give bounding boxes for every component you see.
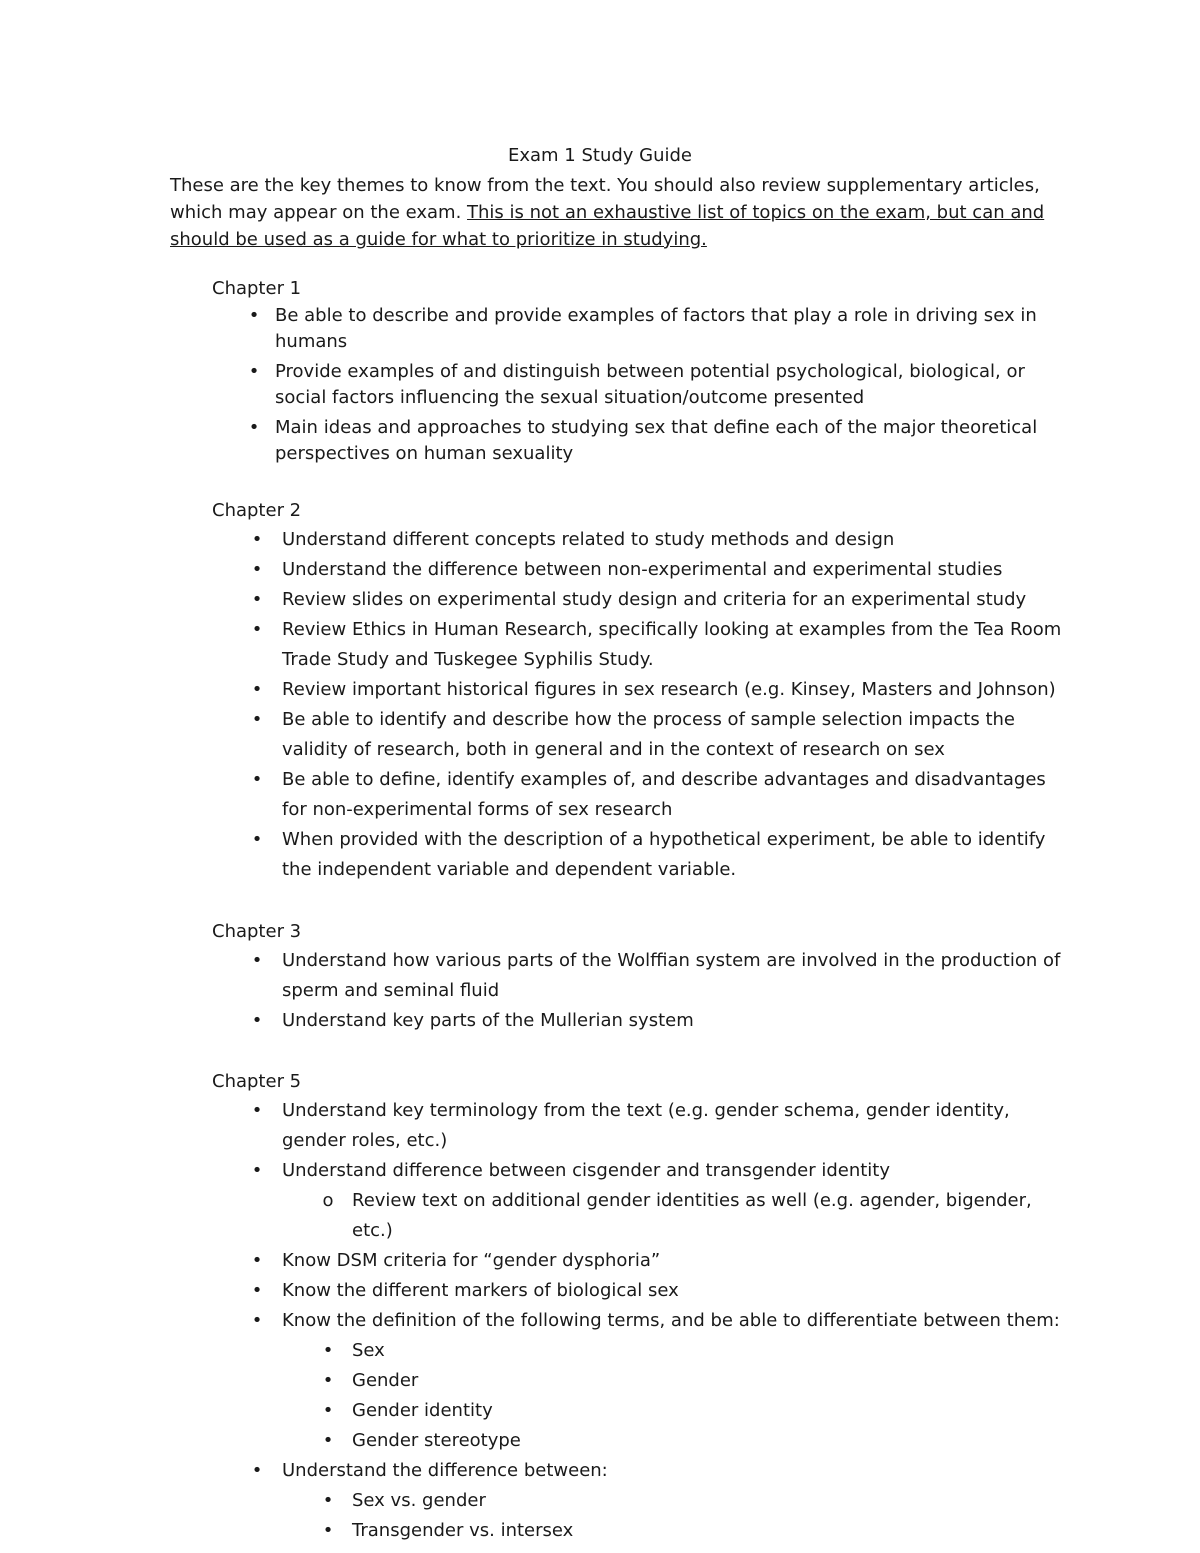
chapter-3-list: [212, 946, 1072, 1036]
bullet-icon: •: [251, 829, 263, 850]
sub-list-item: [282, 1486, 1072, 1516]
list-item: [212, 675, 1072, 705]
list-item: [212, 1456, 1072, 1546]
bullet-icon: •: [251, 950, 263, 971]
bullet-icon: •: [251, 1310, 263, 1331]
bullet-icon: •: [322, 1340, 334, 1361]
bullet-icon: •: [251, 769, 263, 790]
sub-list-item: [282, 1366, 1072, 1396]
list-item-text: Be able to describe and provide examples of factors that play a role in driving sex in humans: [275, 305, 1037, 352]
list-item-text: Main ideas and approaches to studying sex that define each of the major theoretical perspectives on human sexuality: [275, 417, 1038, 464]
list-item-text: Understand how various parts of the Wolffian system are involved in the production of sperm and seminal fluid: [282, 950, 1061, 1001]
list-item: [212, 1276, 1072, 1306]
bullet-icon: •: [322, 1370, 334, 1391]
sub-list-item: [282, 1186, 1072, 1246]
bullet-icon: •: [248, 305, 260, 326]
bullet-icon: •: [251, 709, 263, 730]
bullet-icon: •: [251, 1460, 263, 1481]
list-item: [212, 359, 1072, 411]
list-item-text: Provide examples of and distinguish between potential psychological, biological, or social factors influencing the sexual situation/outcome presented: [275, 361, 1025, 408]
list-item: [212, 415, 1072, 467]
chapter-3-section: [212, 918, 1072, 1036]
list-item-text: Understand key parts of the Mullerian system: [282, 1010, 694, 1031]
list-item-text: Review important historical figures in sex research (e.g. Kinsey, Masters and Johnson): [282, 679, 1056, 700]
sub-list-item-text: Sex: [352, 1340, 385, 1361]
circle-bullet-icon: o: [322, 1190, 334, 1211]
sub-list: [282, 1336, 1072, 1456]
list-item: [212, 825, 1072, 885]
list-item: [212, 1156, 1072, 1246]
bullet-icon: •: [251, 619, 263, 640]
list-item: [212, 1006, 1072, 1036]
bullet-icon: •: [322, 1400, 334, 1421]
bullet-icon: •: [251, 1100, 263, 1121]
bullet-icon: •: [251, 559, 263, 580]
intro-text: These are the key themes to know from the text. You should also review supplementary articles, which may appear on the exam.: [170, 175, 1040, 223]
list-item: [212, 946, 1072, 1006]
list-item-text: Review Ethics in Human Research, specifically looking at examples from the Tea Room Trade Study and Tuskegee Syphilis Study.: [282, 619, 1062, 670]
bullet-icon: •: [251, 589, 263, 610]
sub-list-item-text: Transgender vs. intersex: [352, 1520, 574, 1541]
list-item-text: Review slides on experimental study design and criteria for an experimental study: [282, 589, 1027, 610]
chapter-5-list: [212, 1096, 1072, 1546]
list-item-text: Understand different concepts related to study methods and design: [282, 529, 895, 550]
intro-underlined-text: This is not an exhaustive list of topics on the exam, but can and should be used as a guide for what to prioritize in studying.: [170, 202, 1045, 250]
list-item-text: Understand difference between cisgender and transgender identity: [282, 1160, 891, 1181]
sub-list-item-text: Gender identity: [352, 1400, 493, 1421]
chapter-2-title: Chapter 2: [212, 500, 302, 521]
chapter-5-section: [212, 1068, 1072, 1546]
list-item: [212, 555, 1072, 585]
bullet-icon: •: [251, 1280, 263, 1301]
sub-list-item: [282, 1426, 1072, 1456]
list-item: [212, 585, 1072, 615]
list-item-text: Know DSM criteria for “gender dysphoria”: [282, 1250, 661, 1271]
chapter-1-title: Chapter 1: [212, 278, 302, 299]
chapter-1-list: [212, 303, 1072, 467]
list-item: [212, 705, 1072, 765]
sub-list-item-text: Gender: [352, 1370, 419, 1391]
list-item-text: Know the different markers of biological sex: [282, 1280, 679, 1301]
list-item: [212, 765, 1072, 825]
intro-paragraph: [170, 172, 1050, 253]
list-item-text: Be able to define, identify examples of, and describe advantages and disadvantages for non-experimental forms of sex research: [282, 769, 1046, 820]
list-item: [212, 1246, 1072, 1276]
sub-list-item-text: Gender stereotype: [352, 1430, 521, 1451]
list-item: [212, 1096, 1072, 1156]
chapter-2-list: [212, 525, 1072, 885]
bullet-icon: •: [248, 417, 260, 438]
list-item: [212, 615, 1072, 675]
list-item: [212, 525, 1072, 555]
sub-list: [282, 1186, 1072, 1246]
list-item-text: Understand the difference between:: [282, 1460, 608, 1481]
bullet-icon: •: [251, 529, 263, 550]
bullet-icon: •: [322, 1430, 334, 1451]
list-item: [212, 303, 1072, 355]
list-item-text: Understand the difference between non-experimental and experimental studies: [282, 559, 1003, 580]
list-item-text: When provided with the description of a hypothetical experiment, be able to identify the independent variable and dependent variable.: [282, 829, 1046, 880]
bullet-icon: •: [251, 1160, 263, 1181]
sub-list-item: [282, 1516, 1072, 1546]
bullet-icon: •: [248, 361, 260, 382]
sub-list-item: [282, 1396, 1072, 1426]
bullet-icon: •: [251, 679, 263, 700]
sub-list-item-text: Review text on additional gender identities as well (e.g. agender, bigender, etc.): [352, 1190, 1032, 1241]
sub-list-item: [282, 1336, 1072, 1366]
page-title: Exam 1 Study Guide: [507, 145, 693, 166]
chapter-5-title: Chapter 5: [212, 1071, 302, 1092]
list-item-text: Understand key terminology from the text (e.g. gender schema, gender identity, gender roles, etc.): [282, 1100, 1010, 1151]
list-item-text: Be able to identify and describe how the process of sample selection impacts the validity of research, both in general and in the context of research on sex: [282, 709, 1015, 760]
list-item: [212, 1306, 1072, 1456]
sub-list-item-text: Sex vs. gender: [352, 1490, 486, 1511]
chapter-2-section: [212, 497, 1072, 885]
bullet-icon: •: [322, 1490, 334, 1511]
sub-list: [282, 1486, 1072, 1546]
chapter-3-title: Chapter 3: [212, 921, 302, 942]
bullet-icon: •: [251, 1010, 263, 1031]
bullet-icon: •: [322, 1520, 334, 1541]
chapter-1-section: [212, 275, 1072, 471]
list-item-text: Know the definition of the following terms, and be able to differentiate between them:: [282, 1310, 1060, 1331]
bullet-icon: •: [251, 1250, 263, 1271]
